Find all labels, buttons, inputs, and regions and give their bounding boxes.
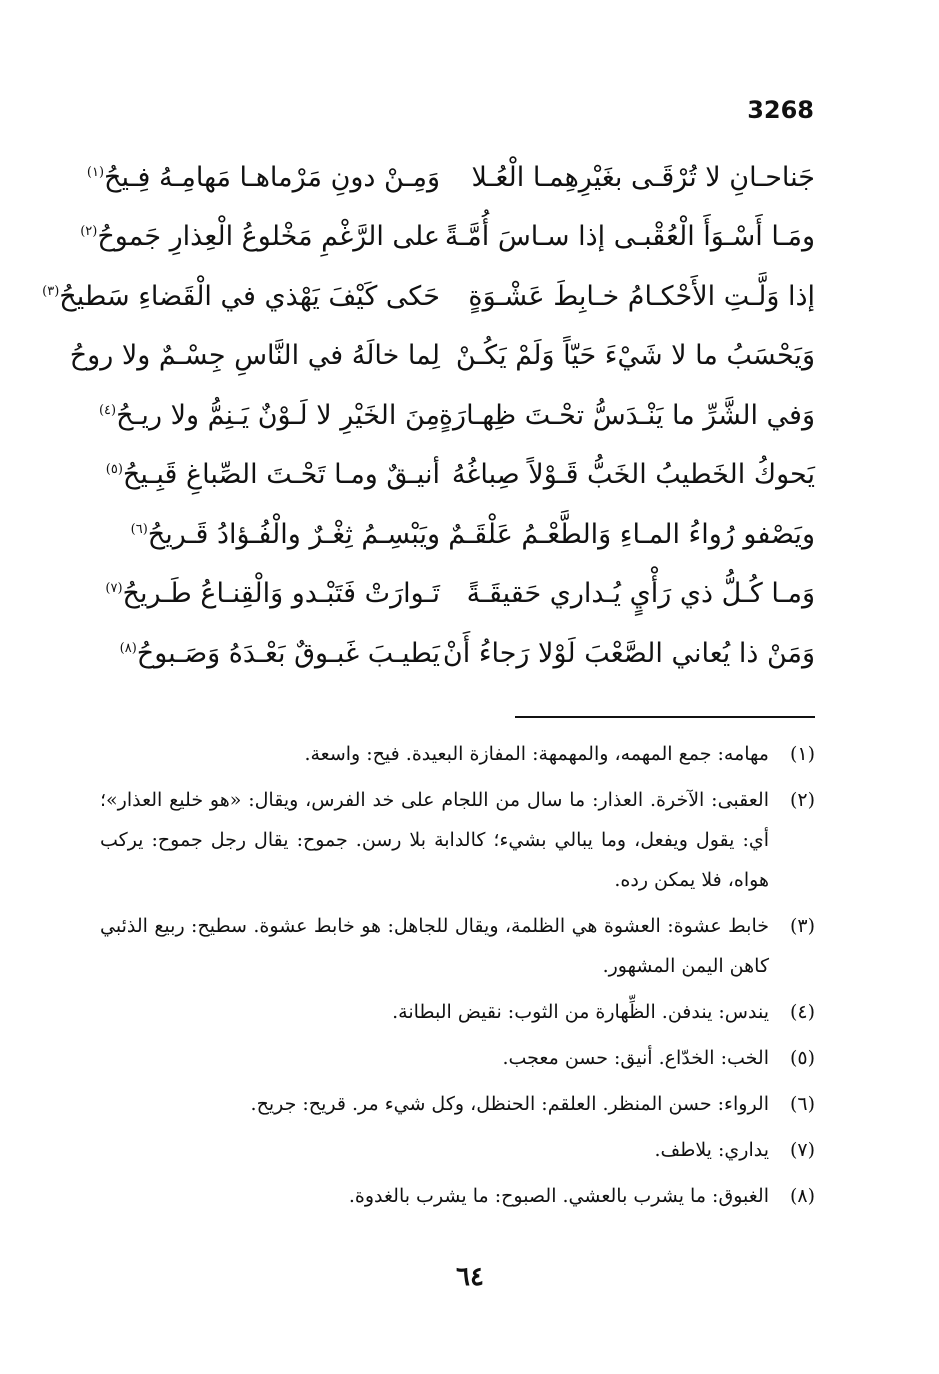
footnote-item xyxy=(100,906,815,986)
verse-first-hemistich: وَمـا كُـلُّ ذي رَأْيٍ يُـداري حَقيقَـةً xyxy=(466,578,815,610)
footnote-text: يداري: يلاطف. xyxy=(654,1139,769,1161)
verse-line xyxy=(100,386,815,446)
verse-first-hemistich: جَناحـانِ لا تُرْقَـى بغَيْرِهِمـا الْعُـلا xyxy=(471,161,815,193)
footnote-reference: (٤) xyxy=(98,402,117,418)
footnote-number: (٨) xyxy=(789,1185,815,1207)
footnote-number: (٣) xyxy=(789,915,815,937)
verse-second-hemistich xyxy=(100,638,440,670)
poem-verses xyxy=(42,148,815,684)
verse-line xyxy=(100,624,815,684)
verse-second-hemistich xyxy=(100,519,440,551)
running-page-number: 3268 xyxy=(747,96,814,124)
footnote-reference: (٦) xyxy=(130,521,148,537)
verse-second-text: يَطيـبَ غَبـوقٌ بَعْـدَهُ وَصَـبوحُ xyxy=(136,637,440,669)
footnote-separator xyxy=(515,716,815,718)
page-number: ٦٤ xyxy=(456,1262,484,1292)
footnote-item xyxy=(100,734,815,774)
verse-second-hemistich xyxy=(42,280,440,313)
footnote-reference: (١) xyxy=(86,164,105,180)
verse-first-hemistich: إذا وَلَّـتِ الأَحْكـامُ خـابِطَ عَشْـوَةٍ xyxy=(468,280,815,312)
footnote-number: (٦) xyxy=(789,1093,815,1115)
verse-line xyxy=(42,267,815,327)
footnote-number: (٤) xyxy=(789,1001,815,1023)
footnote-text: الخب: الخدّاع. أنيق: حسن معجب. xyxy=(502,1047,769,1069)
footnote-reference: (٢) xyxy=(80,224,98,240)
footnote-reference: (٧) xyxy=(105,581,123,597)
verse-second-text: ويَبْسِـمُ ثِغْـرٌ والْفُـؤادُ قَـريحُ xyxy=(147,518,440,550)
verse-second-hemistich xyxy=(100,400,440,432)
verse-line xyxy=(100,565,815,625)
verse-line xyxy=(69,327,815,387)
verse-first-hemistich: يَحوكُ الخَطيبُ الخَبُّ قَـوْلاً صِباغُهُ xyxy=(451,459,815,491)
footnote-item xyxy=(100,780,815,900)
verse-second-text: على الرَّغْمِ مَخْلوعُ الْعِذارِ جَموحُ xyxy=(97,221,440,253)
footnote-number: (١) xyxy=(789,743,815,765)
verse-line xyxy=(100,446,815,506)
footnote-reference: (٨) xyxy=(119,640,137,656)
footnote-text: الرواء: حسن المنظر. العلقم: الحنظل، وكل شيء مر. قريح: جريح. xyxy=(250,1093,769,1115)
verse-line xyxy=(86,148,815,208)
verse-second-text: حَكى كَيْفَ يَهْذي في الْقَضاءِ سَطيحُ xyxy=(59,280,440,312)
footnote-text: العقبى: الآخرة. العذار: ما سال من اللجام على خد الفرس، ويقال: «هو خليع العذار»؛ أي: يقول ويفعل، وما يبالي بشيء؛ كالدابة بلا رسن. جموح: يقال رجل جموح: يركب هواه، فلا يمكن رده. xyxy=(100,789,769,891)
verse-second-text: مِنَ الخَيْرِ لا لَـوْنٌ يَـنِمُّ ولا ريـحُ xyxy=(116,399,440,431)
verse-first-hemistich: وَفي الشَّرِّ ما يَنْـدَسُّ تحْـتَ ظِهـارَةٍ xyxy=(438,399,815,431)
verse-first-hemistich: وَيَحْسَبُ ما لا شَيْءَ حَيّاً وَلَمْ يَكُـنْ xyxy=(455,340,815,372)
footnote-item xyxy=(100,992,815,1032)
footnote-text: الغبوق: ما يشرب بالعشي. الصبوح: ما يشرب بالغدوة. xyxy=(348,1185,769,1207)
verse-second-hemistich xyxy=(100,578,440,610)
footnote-number: (٢) xyxy=(789,789,815,811)
footnote-text: خابط عشوة: العشوة هي الظلمة، ويقال للجاهل: هو خابط عشوة. سطيح: ربيع الذئبي كاهن اليمن المشهور. xyxy=(100,915,769,977)
verse-second-hemistich xyxy=(100,459,440,491)
verse-second-hemistich xyxy=(80,221,440,253)
footnote-text: يندس: يندفن. الظِّهارة من الثوب: نقيض البطانة. xyxy=(392,1001,769,1023)
verse-second-text: لِما خالَهُ في النَّاسِ جِسْـمٌ ولا روحُ xyxy=(69,340,440,372)
verse-line xyxy=(100,505,815,565)
footnote-text: مهامه: جمع المهمه، والمهمهة: المفازة البعيدة. فيح: واسعة. xyxy=(304,743,769,765)
footnote-item xyxy=(100,1038,815,1078)
verse-first-hemistich: ومَـا أَسْـوَأَ الْعُقْبـى إذا سـاسَ أُمَّـةً xyxy=(444,221,815,253)
footnote-number: (٥) xyxy=(789,1047,815,1069)
footnote-item xyxy=(100,1176,815,1216)
verse-first-hemistich: وَمَنْ ذا يُعاني الصَّعْبَ لَوْلا رَجاءُ أَنْ xyxy=(442,637,815,669)
verse-first-hemistich: ويَصْفو رُواءُ المـاءِ وَالطَّعْـمُ عَلْقَـمٌ xyxy=(448,518,815,550)
footnote-item xyxy=(100,1084,815,1124)
verse-second-text: أنيـقٌ ومـا تَحْـتَ الصِّباغِ قَبِـيحُ xyxy=(122,459,440,491)
footnote-reference: (٥) xyxy=(105,462,123,478)
verse-second-text: وَمِـنْ دونِ مَرْماهـا مَهامِـهُ فِـيحُ xyxy=(104,161,440,193)
footnotes xyxy=(100,734,815,1222)
verse-line xyxy=(80,208,815,268)
verse-second-hemistich xyxy=(86,161,440,194)
verse-second-hemistich xyxy=(69,340,440,372)
verse-second-text: تَـوارَتْ فَتَبْـدو وَالْقِنـاعُ طَـريحُ xyxy=(122,578,440,610)
footnote-reference: (٣) xyxy=(42,283,60,299)
footnote-item xyxy=(100,1130,815,1170)
footnote-number: (٧) xyxy=(789,1139,815,1161)
